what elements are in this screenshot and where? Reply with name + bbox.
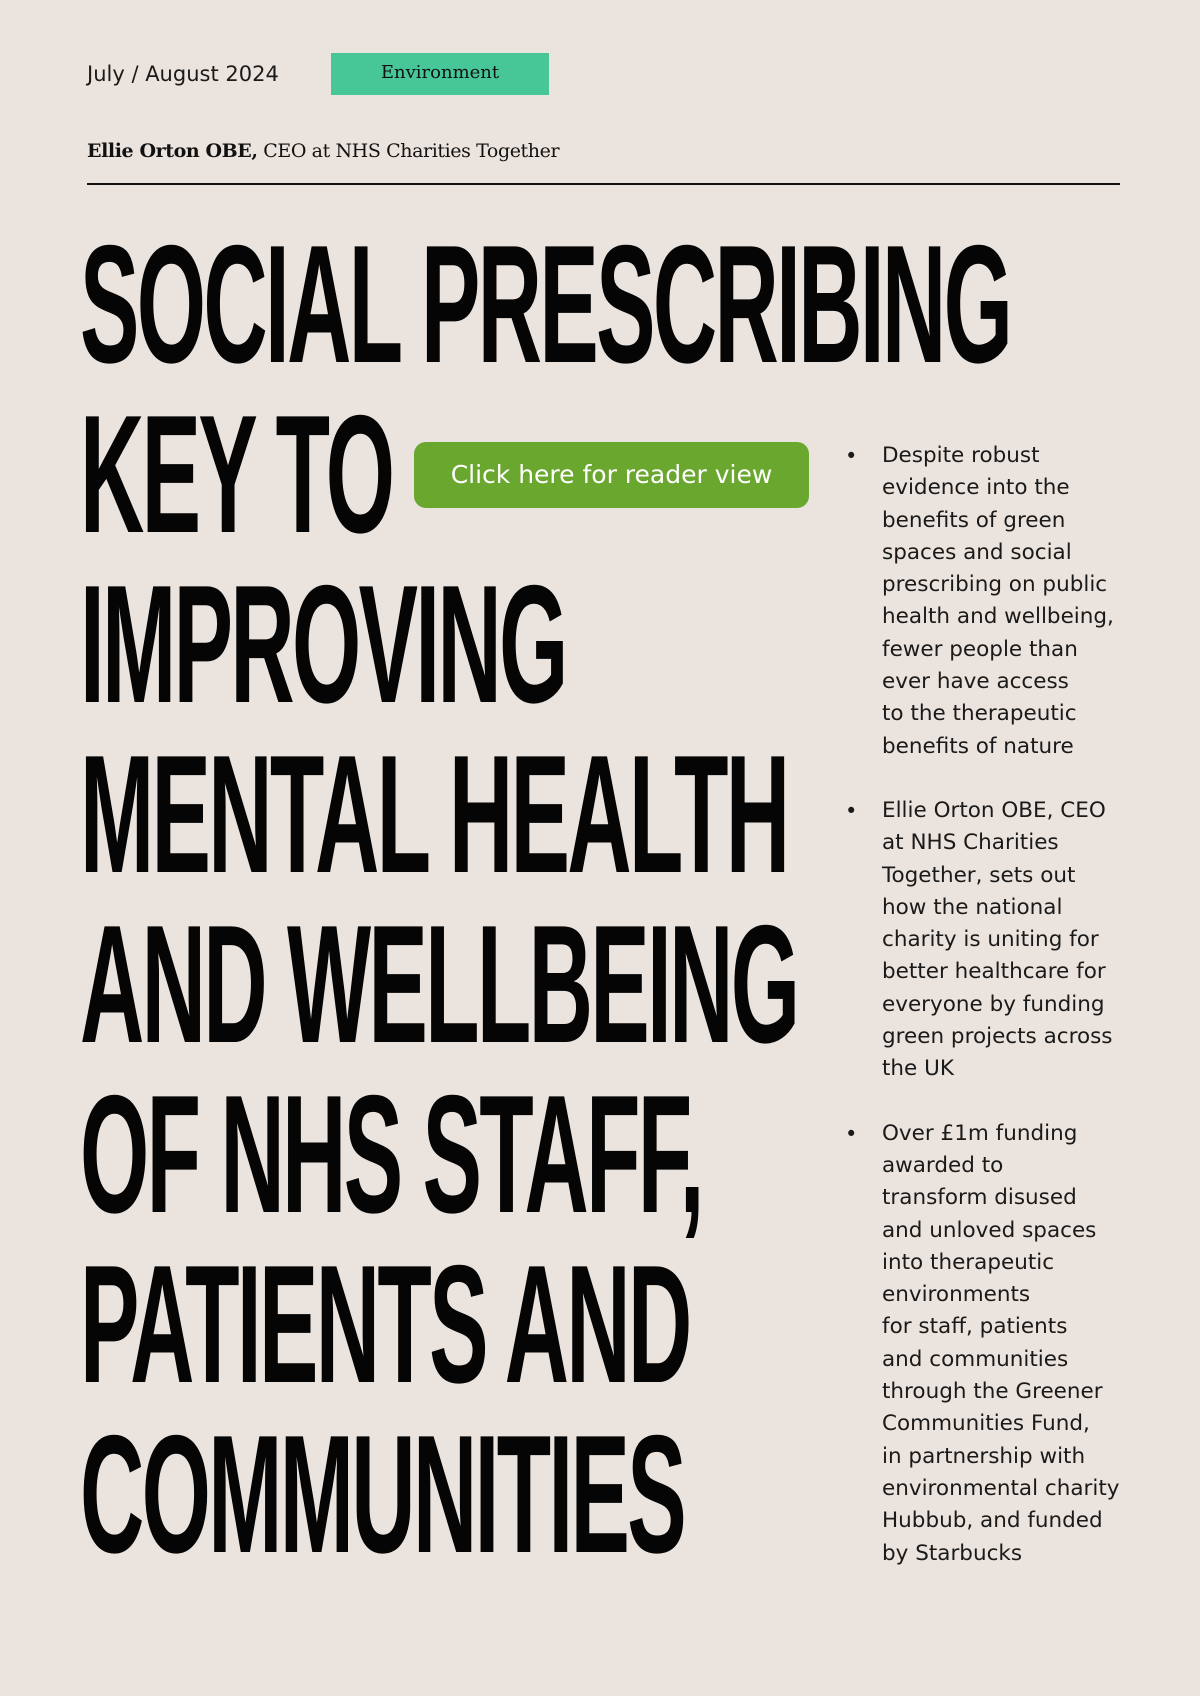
headline-line: MENTAL HEALTH xyxy=(80,720,788,908)
byline-role: CEO at NHS Charities Together xyxy=(257,140,560,162)
headline-line: COMMUNITIES xyxy=(80,1400,685,1588)
byline-author: Ellie Orton OBE, xyxy=(87,140,258,162)
headline-line: KEY TO xyxy=(80,380,393,568)
headline-line: SOCIAL PRESCRIBING xyxy=(80,210,1011,398)
headline-line: IMPROVING xyxy=(80,550,566,738)
summary-list xyxy=(845,440,1165,1602)
issue-date: July / August 2024 xyxy=(87,62,279,86)
header-divider xyxy=(87,183,1120,185)
bullet-icon: • xyxy=(845,1121,858,1146)
summary-point: • Despite robust evidence into the benefits of green spaces and social prescribing on public health and wellbeing, fewer people than ever have access to the therapeutic benefits of nature xyxy=(845,440,1165,763)
summary-point: • Over £1m funding awarded to transform disused and unloved spaces into therapeutic environments for staff, patients and communities through the Greener Communities Fund, in partnership with environmental charity Hubbub, and funded by Starbucks xyxy=(845,1118,1165,1570)
headline-line: AND WELLBEING xyxy=(80,890,798,1078)
byline xyxy=(87,138,559,164)
headline-line: OF NHS STAFF, xyxy=(80,1060,702,1248)
summary-point: • Ellie Orton OBE, CEO at NHS Charities Together, sets out how the national charity is uniting for better healthcare for everyone by funding green projects across the UK xyxy=(845,795,1165,1086)
bullet-icon: • xyxy=(845,444,858,468)
headline-line: PATIENTS AND xyxy=(80,1230,690,1418)
bullet-icon: • xyxy=(845,798,858,823)
reader-view-button[interactable]: Click here for reader view xyxy=(414,442,809,508)
category-tag[interactable]: Environment xyxy=(331,53,549,95)
